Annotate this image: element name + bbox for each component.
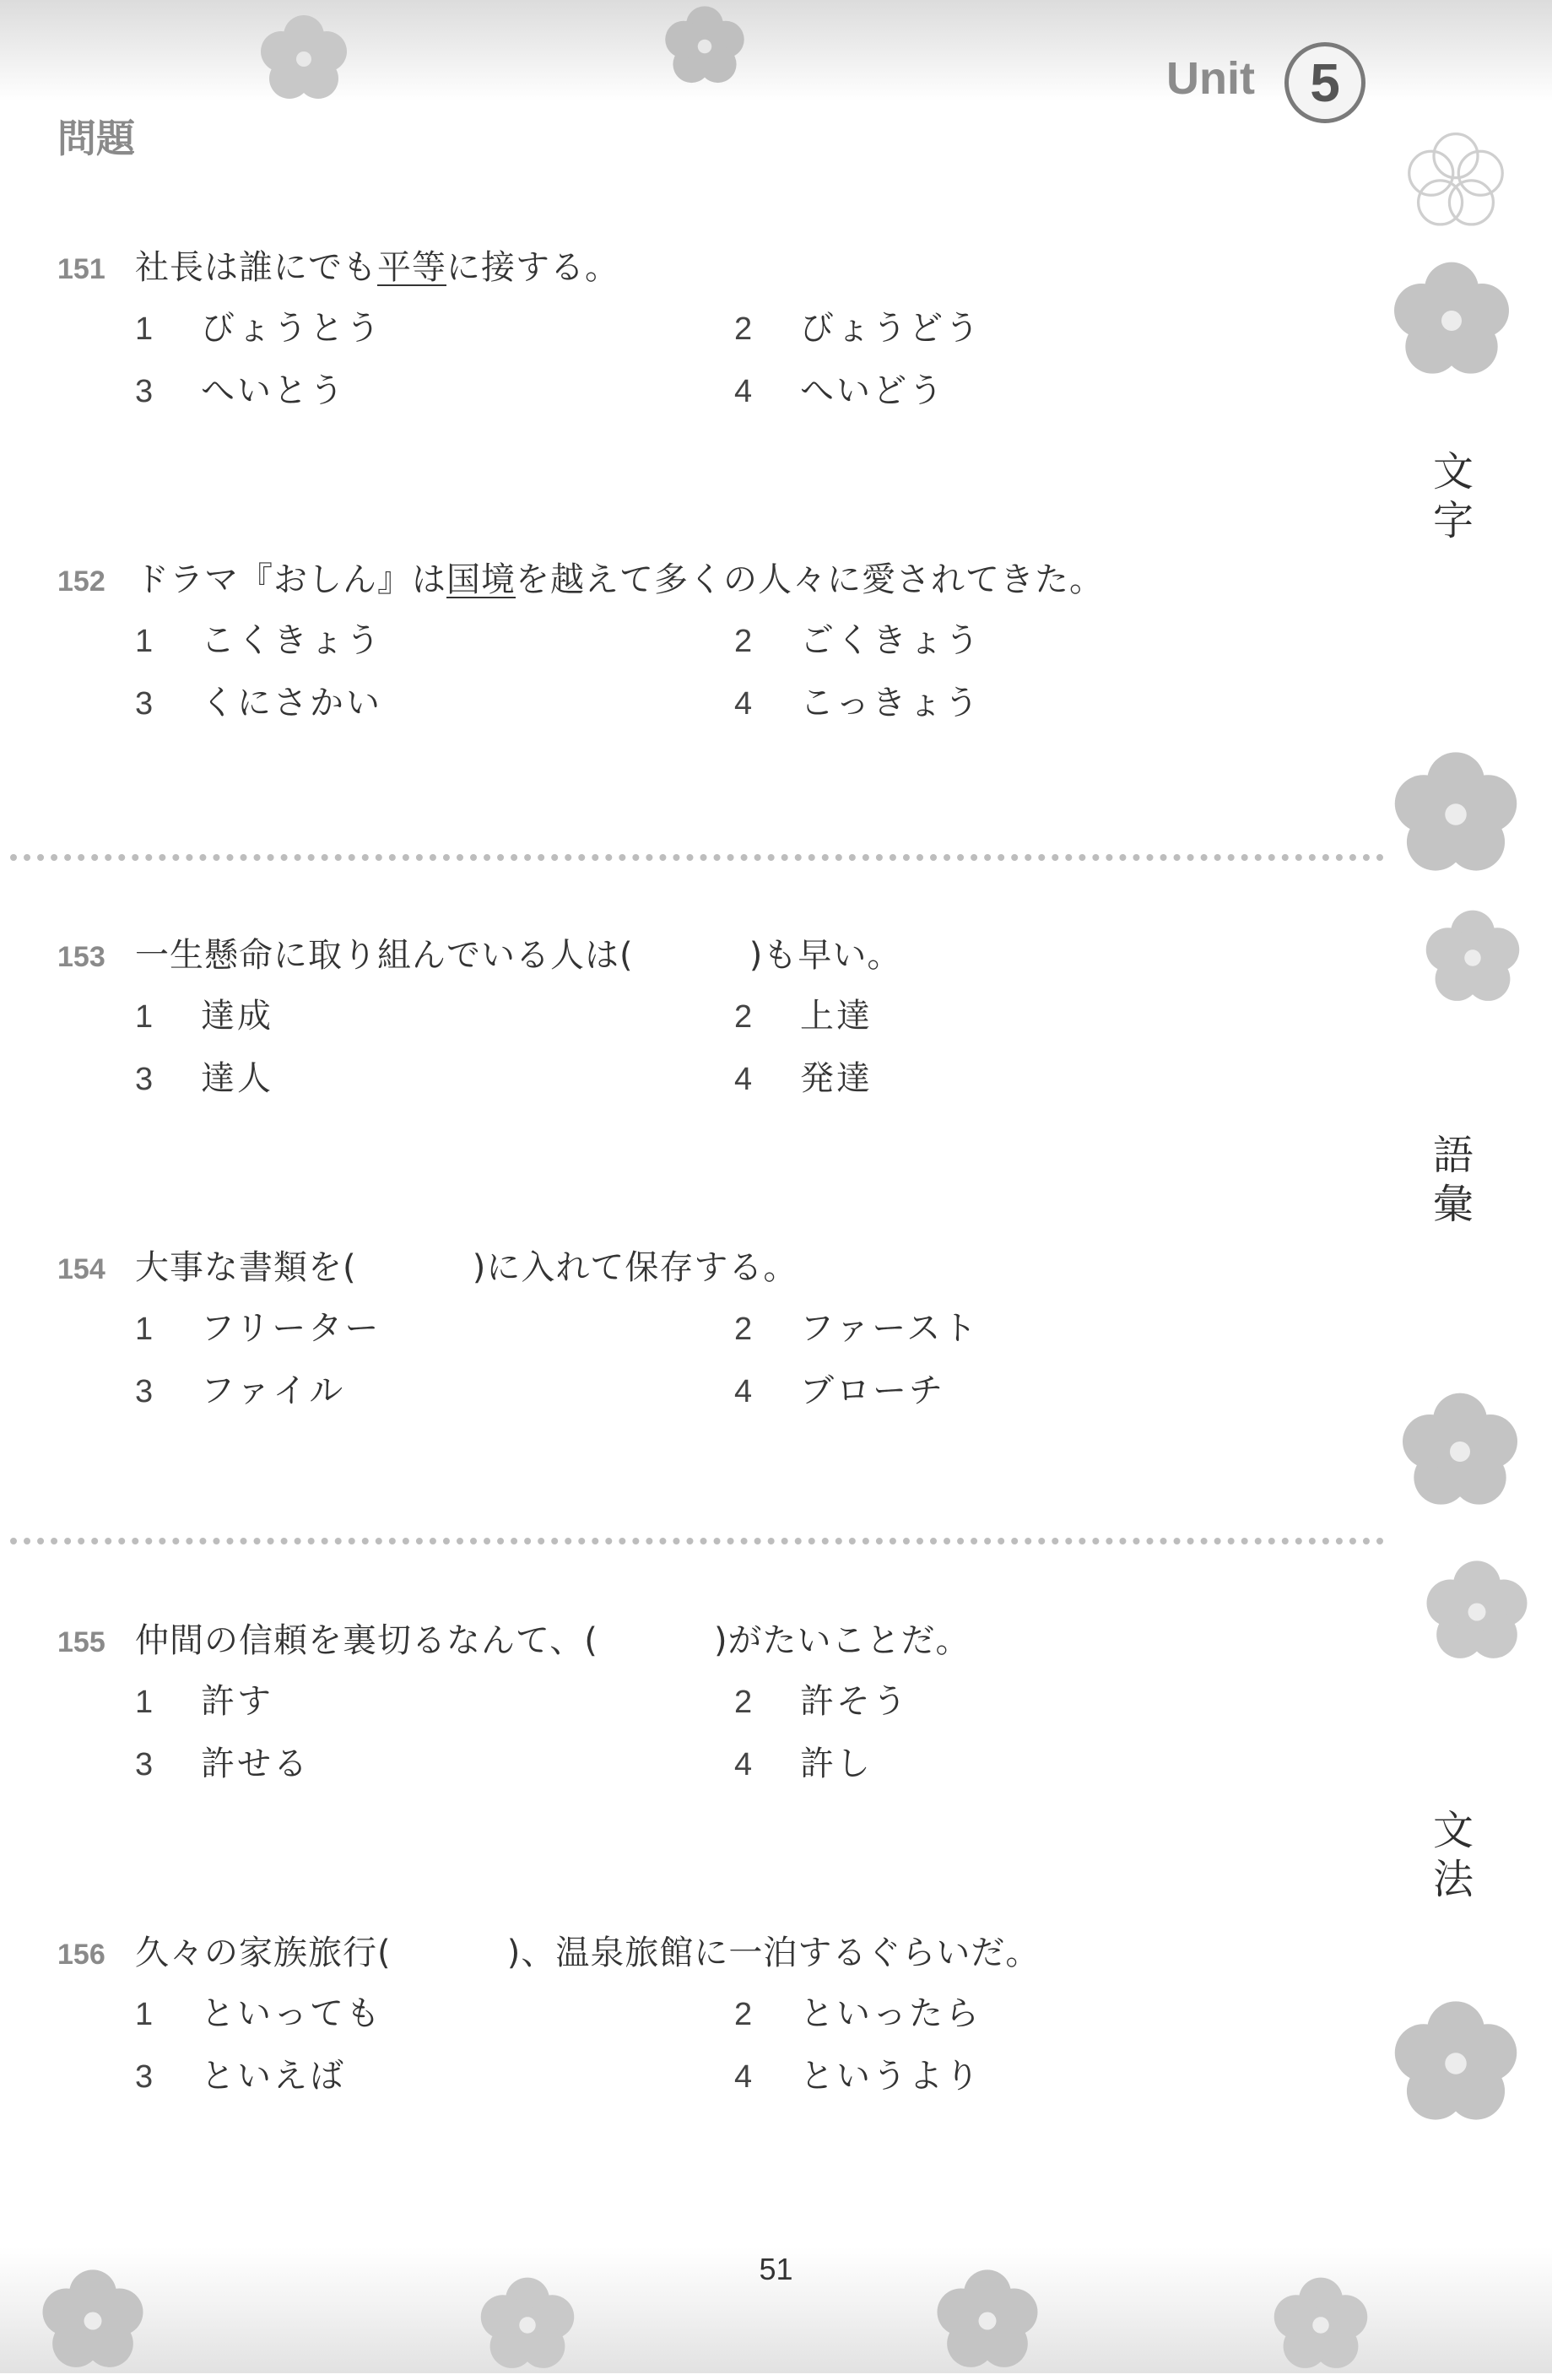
option-number: 2 (734, 1685, 753, 1720)
answer-options (135, 614, 1374, 738)
question-text-after: を越えて多くの人々に愛されてきた。 (516, 560, 1104, 599)
flower-icon (253, 8, 354, 110)
answer-option[interactable] (734, 676, 1333, 738)
answer-option[interactable] (135, 301, 734, 364)
answer-option[interactable] (135, 1674, 734, 1737)
side-label-bunpou (1428, 1806, 1479, 1904)
option-text: ブローチ (800, 1371, 945, 1410)
option-text: へいどう (800, 371, 945, 410)
option-text: 許す (201, 1682, 273, 1721)
answer-option[interactable] (734, 1364, 1333, 1426)
flower-icon (1384, 743, 1528, 886)
option-number: 3 (135, 1747, 154, 1782)
question-stem (57, 553, 1374, 614)
flower-icon (1401, 127, 1511, 236)
question-153 (57, 928, 1374, 1114)
answer-option[interactable] (734, 1987, 1333, 2049)
question-text: 久々の家族旅行( )、温泉旅館に一泊するぐらいだ。 (135, 1934, 1041, 1972)
answer-option[interactable] (135, 676, 734, 738)
flower-icon (658, 0, 751, 93)
unit-badge (1156, 42, 1409, 135)
option-text: こくきょう (201, 621, 382, 660)
option-text: というより (800, 2057, 981, 2096)
option-text: 達成 (201, 997, 273, 1036)
option-text: といえば (201, 2057, 346, 2096)
side-label-char: 法 (1432, 1856, 1474, 1903)
option-text: ファイル (201, 1371, 346, 1410)
section-divider (10, 1538, 1384, 1544)
option-number: 4 (734, 1062, 753, 1097)
answer-options (135, 301, 1374, 426)
answer-options (135, 989, 1374, 1114)
option-number: 2 (734, 624, 753, 659)
question-text: 大事な書類を( )に入れて保存する。 (135, 1248, 798, 1287)
question-text: 仲間の信頼を裏切るなんて、( )がたいことだ。 (135, 1621, 971, 1660)
flower-icon (1392, 1384, 1528, 1519)
question-number: 154 (57, 1253, 105, 1285)
section-title: 問題 (57, 116, 135, 161)
answer-option[interactable] (135, 364, 734, 426)
answer-option[interactable] (734, 364, 1333, 426)
question-text (135, 241, 619, 289)
question-stem (57, 928, 1374, 989)
option-text: 許そう (800, 1682, 909, 1721)
answer-option[interactable] (135, 1301, 734, 1364)
side-label-moji (1428, 447, 1479, 545)
side-label-char: 彙 (1432, 1181, 1474, 1228)
option-number: 2 (734, 999, 753, 1035)
question-stem (57, 1614, 1374, 1674)
option-text: 許せる (201, 1744, 310, 1783)
question-text-before: 社長は誰にでも (135, 248, 377, 287)
question-text-before: ドラマ『おしん』は (135, 560, 446, 599)
question-underlined-word: 平等 (377, 248, 446, 287)
answer-option[interactable] (135, 614, 734, 676)
option-number: 4 (734, 2059, 753, 2095)
option-number: 4 (734, 686, 753, 722)
option-text: こっきょう (800, 684, 981, 722)
option-number: 1 (135, 1685, 154, 1720)
answer-option[interactable] (734, 989, 1333, 1052)
answer-option[interactable] (734, 1737, 1333, 1799)
section-divider (10, 854, 1384, 861)
answer-options (135, 1301, 1374, 1426)
option-text: ファースト (800, 1309, 980, 1348)
question-stem (57, 241, 1374, 301)
option-text: 達人 (201, 1059, 273, 1098)
answer-option[interactable] (135, 1987, 734, 2049)
question-text (135, 553, 1104, 601)
question-text: 一生懸命に取り組んでいる人は( )も早い。 (135, 936, 902, 975)
question-155 (57, 1614, 1374, 1799)
option-number: 4 (734, 374, 753, 409)
flower-icon (1418, 1553, 1536, 1671)
option-number: 4 (734, 1374, 753, 1409)
option-number: 1 (135, 999, 154, 1035)
answer-option[interactable] (734, 1301, 1333, 1364)
option-text: ごくきょう (800, 621, 981, 660)
option-number: 3 (135, 1062, 154, 1097)
flower-icon (1384, 253, 1519, 388)
question-text-after: に接する。 (446, 248, 619, 287)
option-number: 3 (135, 1374, 154, 1409)
answer-option[interactable] (135, 1364, 734, 1426)
question-number: 151 (57, 253, 105, 285)
option-number: 1 (135, 624, 154, 659)
option-number: 4 (734, 1747, 753, 1782)
answer-option[interactable] (135, 989, 734, 1052)
side-label-char: 字 (1432, 497, 1474, 544)
answer-option[interactable] (734, 301, 1333, 364)
option-number: 1 (135, 311, 154, 347)
option-text: くにさかい (201, 684, 382, 722)
option-text: へいとう (201, 371, 346, 410)
question-156 (57, 1926, 1374, 2112)
question-151 (57, 241, 1374, 426)
page-number: 51 (759, 2252, 793, 2286)
unit-number-circle (1284, 42, 1365, 123)
question-stem (57, 1926, 1374, 1987)
flower-icon (1418, 903, 1528, 1013)
option-number: 1 (135, 1997, 154, 2032)
flower-icon (1384, 1992, 1528, 2135)
option-number: 2 (734, 1312, 753, 1347)
option-number: 2 (734, 1997, 753, 2032)
option-text: 発達 (800, 1059, 873, 1098)
option-text: 許し (800, 1744, 873, 1783)
side-label-char: 文 (1432, 1807, 1474, 1854)
answer-option[interactable] (135, 2049, 734, 2112)
answer-option[interactable] (135, 1737, 734, 1799)
unit-label: Unit (1166, 53, 1255, 104)
option-text: といったら (800, 1994, 981, 2033)
question-154 (57, 1241, 1374, 1426)
option-text: びょうどう (800, 309, 981, 348)
option-text: 上達 (800, 997, 873, 1036)
question-number: 152 (57, 565, 105, 598)
option-number: 3 (135, 374, 154, 409)
side-label-char: 文 (1432, 448, 1474, 495)
option-number: 1 (135, 1312, 154, 1347)
answer-option[interactable] (734, 614, 1333, 676)
answer-option[interactable] (734, 1674, 1333, 1737)
question-underlined-word: 国境 (446, 560, 516, 599)
option-number: 3 (135, 2059, 154, 2095)
option-text: といっても (201, 1994, 382, 2033)
answer-options (135, 1674, 1374, 1799)
answer-option[interactable] (734, 1052, 1333, 1114)
question-number: 156 (57, 1939, 105, 1971)
question-number: 153 (57, 941, 105, 973)
option-number: 3 (135, 686, 154, 722)
answer-option[interactable] (135, 1052, 734, 1114)
answer-options (135, 1987, 1374, 2112)
question-stem (57, 1241, 1374, 1301)
answer-option[interactable] (734, 2049, 1333, 2112)
question-number: 155 (57, 1626, 105, 1658)
side-label-goi (1428, 1131, 1479, 1229)
option-number: 2 (734, 311, 753, 347)
option-text: びょうとう (201, 309, 382, 348)
side-label-char: 語 (1432, 1132, 1474, 1179)
option-text: フリーター (201, 1309, 381, 1348)
question-152 (57, 553, 1374, 738)
unit-number: 5 (1310, 52, 1340, 113)
